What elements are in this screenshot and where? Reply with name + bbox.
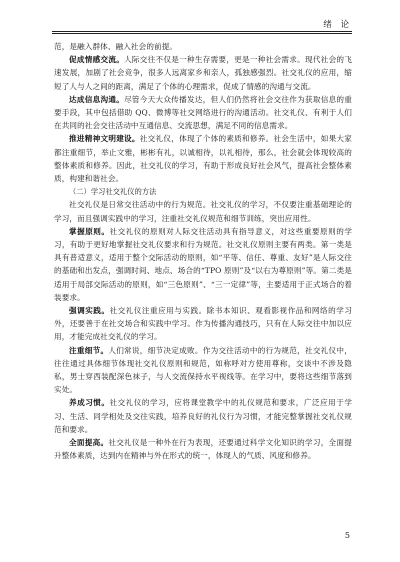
paragraph bbox=[54, 436, 352, 462]
page-number: 5 bbox=[344, 531, 350, 540]
paragraph bbox=[54, 225, 352, 304]
paragraph-text: 人际交往不仅是一种生存需要，更是一种社会需求。现代社会的飞速发展，加剧了社会竞争，很多人远离家乡和亲人，孤独感强烈。社交礼仪的应用，缩短了人与人之间的距离，满足了个体的心理需求，促成了情感的沟通与交流。 bbox=[54, 55, 352, 91]
paragraph bbox=[54, 93, 352, 133]
paragraph-text: 社交礼仪注重应用与实践。除书本知识、观看影视作品和网络的学习外，还要善于在社交场合和实践中学习。作为传播沟通技巧，只有在人际交往中加以应用，才能完成社交礼仪的学习。 bbox=[54, 306, 353, 342]
paragraph bbox=[54, 132, 352, 185]
paragraph bbox=[54, 396, 352, 436]
section-subheading bbox=[54, 185, 352, 198]
paragraph-lead: 强调实践。 bbox=[69, 306, 110, 316]
paragraph bbox=[54, 198, 352, 224]
header-rule-thin bbox=[52, 33, 352, 34]
paragraph bbox=[54, 40, 352, 53]
paragraph-text: 社交礼仪是一种外在行为表现，还要通过科学文化知识的学习，全面提升整体素质，达到内在精神与外在形式的统一，体现人的气质、风度和修养。 bbox=[54, 438, 352, 461]
paragraph-text: 范，是融入群体、融入社会的前提。 bbox=[54, 42, 178, 51]
paragraph bbox=[54, 344, 352, 397]
paragraph-text: 社交礼仪是日常交往活动中的行为规范。社交礼仪的学习，不仅要注重基础理论的学习，而且强调实践中的学习，注重社交礼仪规范和细节训练，突出应用性。 bbox=[54, 200, 352, 223]
paragraph bbox=[54, 53, 352, 93]
paragraph-text: （二）学习社交礼仪的方法 bbox=[69, 187, 157, 197]
paragraph-lead: 达成信息沟通。 bbox=[69, 94, 125, 104]
paragraph-text: 社交礼仪，体现了个体的素质和修养。社会生活中，如果大家都注重细节，举止文雅，彬彬有礼，以诚相待，以礼相待，那么，社会就会体现较高的整体素质和修养。因此，社交礼仪的学习，有助于形成良好社会风气，提高社会整体素质，构建和谐社会。 bbox=[54, 134, 352, 184]
running-head: 绪 论 bbox=[323, 20, 352, 30]
paragraph-text: 社交礼仪的学习，应将课堂教学中的礼仪规范和要求，广泛应用于学习、生活、同学相处及交往实践，培养良好的礼仪行为习惯，才能完整掌握社交礼仪规范和要求。 bbox=[54, 398, 353, 434]
header-rule bbox=[52, 31, 352, 32]
paragraph-lead: 注重细节。 bbox=[69, 345, 109, 355]
body-text bbox=[54, 40, 352, 463]
paragraph bbox=[54, 304, 352, 344]
paragraph-lead: 全面提高。 bbox=[69, 438, 109, 448]
paragraph-lead: 促成情感交流。 bbox=[69, 55, 125, 65]
paragraph-lead: 养成习惯。 bbox=[69, 398, 110, 408]
paragraph-lead: 推进精神文明建设。 bbox=[69, 134, 140, 144]
paragraph-lead: 掌握原则。 bbox=[69, 226, 110, 236]
paragraph-text: 尽管今天大众传播发达，但人们仍然将社会交往作为获取信息的重要手段，其中包括借助 QQ、微博等社交网络进行的沟通活动。社交礼仪、有利于人们在共同的社会交往活动中互通信息、交流思想，满足不同的信息需求。 bbox=[54, 94, 352, 131]
paragraph-text: 人们常说，细节决定成败。作为交往活动中的行为规范，社交礼仪中，往往通过具体细节体现社交礼仪原则和规范，如称呼对方使用尊称，交谈中不涉及隐私，男士穿西装配深色袜子，与人交流保持水平视线等。在学习中，要将这些细节落到实处。 bbox=[54, 345, 352, 395]
paragraph-text: 社交礼仪的原则对人际交往活动具有指导意义，对这些重要原则的学习，有助于更好地掌握社交礼仪要求和行为规范。社交礼仪原则主要有两类。第一类是具有普适意义，适用于整个交际活动的原则，如“平等、信任、尊重、友好”是人际交往的基础和出发点，强调时间、地点、场合的“TPO 原则”及“以右为尊原则”等。第二类是适用于局部交际活动的原则，如“三色原则”、“三一定律”等，主要适用于正式场合的着装要求。 bbox=[54, 226, 353, 302]
